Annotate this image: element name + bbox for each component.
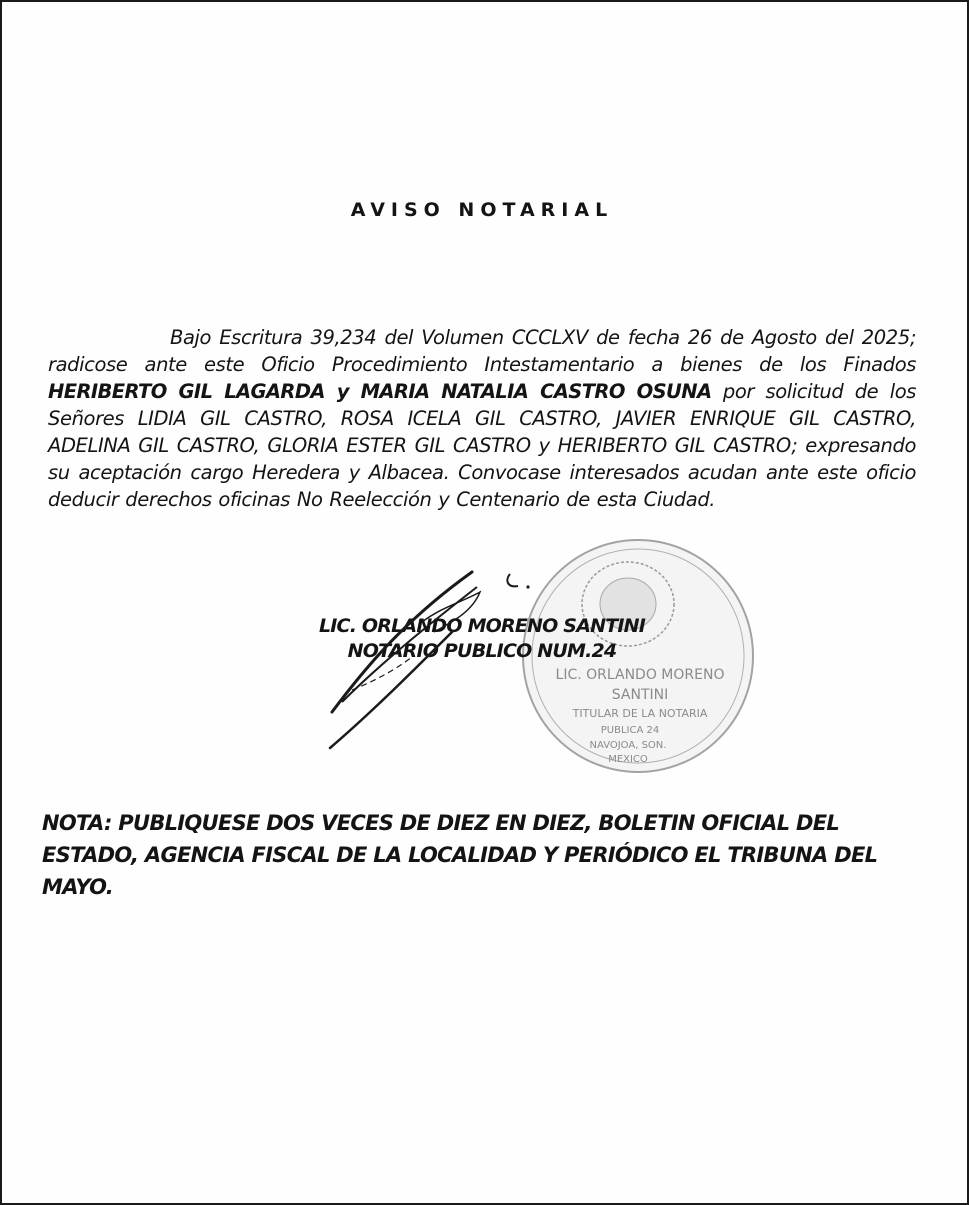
- signatory-block: [272, 614, 692, 664]
- seal-line-1: LIC. ORLANDO MORENO: [555, 667, 725, 683]
- publication-note: NOTA: PUBLIQUESE DOS VECES DE DIEZ EN DIEZ, BOLETIN OFICIAL DEL ESTADO, AGENCIA FISCAL DE LA LOCALIDAD Y PERIÓDICO EL TRIBUNA DEL MAYO.: [42, 811, 878, 899]
- seal-line-3: TITULAR DE LA NOTARIA: [572, 707, 708, 720]
- notice-title: AVISO NOTARIAL: [350, 199, 614, 221]
- seal-line-6: MEXICO: [608, 754, 648, 765]
- seal-line-2: SANTINI: [611, 687, 669, 703]
- body-intro: Bajo Escritura 39,234 del Volumen CCCLXV de fecha 26 de Agosto del 2025; radicose ante este Oficio Procedimiento Intestamentario a bienes de los Finados: [48, 326, 916, 376]
- notice-body: [48, 324, 916, 513]
- body-rest: por solicitud de los Señores LIDIA GIL CASTRO, ROSA ICELA GIL CASTRO, JAVIER ENRIQUE GIL CASTRO, ADELINA GIL CASTRO, GLORIA ESTER GIL CASTRO y HERIBERTO GIL CASTRO; expresando su aceptación cargo Heredera y Albacea. Convocase interesados acudan ante este oficio deducir derechos oficinas No Reelección y Centenario de esta Ciudad.: [48, 380, 916, 511]
- deceased-names: HERIBERTO GIL LAGARDA y MARIA NATALIA CASTRO OSUNA: [48, 380, 712, 403]
- seal-line-5: NAVOJOA, SON.: [589, 740, 667, 751]
- seal-line-4: PUBLICA 24: [600, 725, 660, 736]
- signatory-name: LIC. ORLANDO MORENO SANTINI: [318, 615, 645, 637]
- signatory-role: NOTARIO PUBLICO NUM.24: [347, 640, 617, 662]
